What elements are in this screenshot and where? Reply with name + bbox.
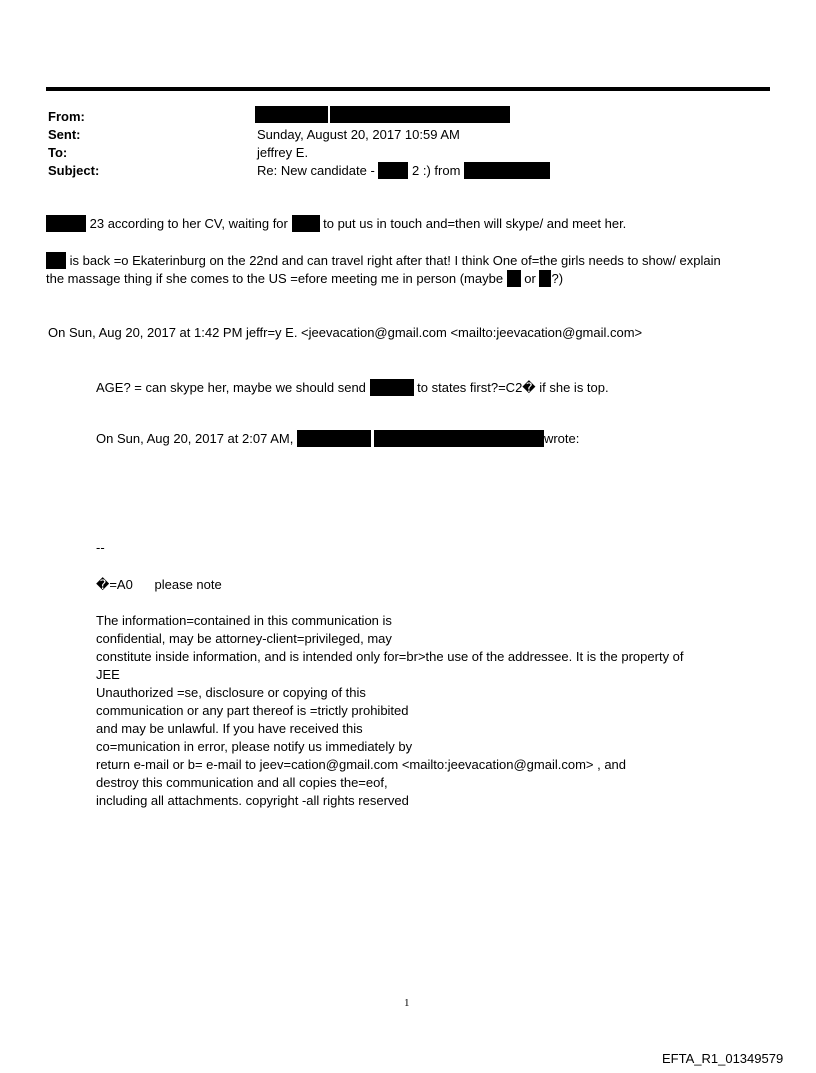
- to-value: jeffrey E.: [257, 145, 309, 160]
- body-text: is back =o Ekaterinburg on the 22nd and can travel right after that! I think One of=the girls needs to show/ explain: [69, 253, 721, 268]
- disclaimer-line: including all attachments. copyright -all rights reserved: [96, 793, 409, 808]
- body-text: On Sun, Aug 20, 2017 at 2:07 AM,: [96, 431, 294, 446]
- subject-value: [257, 162, 550, 180]
- quoted-age-line: [96, 379, 609, 397]
- please-note: �=A0 please note: [96, 577, 222, 592]
- disclaimer-line: return e-mail or b= e-mail to jeev=cation@gmail.com <mailto:jeevacation@gmail.com> , and: [96, 757, 627, 772]
- redaction-block: [330, 106, 510, 123]
- redaction-block: [292, 215, 320, 232]
- body-text: to states first?=C2� if she is top.: [417, 380, 609, 395]
- body-text: wrote:: [543, 431, 580, 446]
- body-text: or: [524, 271, 536, 286]
- subject-prefix: Re: New candidate -: [257, 163, 375, 178]
- sent-value: Sunday, August 20, 2017 10:59 AM: [257, 127, 460, 142]
- redaction-block: [378, 162, 408, 179]
- from-label: From:: [48, 109, 85, 124]
- redaction-block: [507, 270, 521, 287]
- redaction-block: [46, 215, 86, 232]
- disclaimer-line: and may be unlawful. If you have received this: [96, 721, 363, 736]
- body-line-2: [46, 252, 721, 270]
- redaction-block: [539, 270, 551, 287]
- signature-dashes: --: [96, 540, 105, 555]
- redaction-block: [370, 379, 414, 396]
- disclaimer-line: JEE: [96, 667, 120, 682]
- disclaimer-line: communication or any part thereof is =trictly prohibited: [96, 703, 409, 718]
- subject-mid: 2 :) from: [412, 163, 461, 178]
- subject-label: Subject:: [48, 163, 100, 178]
- disclaimer-line: destroy this communication and all copies the=eof,: [96, 775, 388, 790]
- header-rule: [46, 87, 770, 91]
- body-line-3: [46, 270, 563, 288]
- disclaimer-line: confidential, may be attorney-client=privileged, may: [96, 631, 392, 646]
- sent-label: Sent:: [48, 127, 81, 142]
- body-text: ?): [551, 271, 564, 286]
- document-id: EFTA_R1_01349579: [662, 1051, 784, 1066]
- disclaimer-block: [96, 612, 684, 810]
- redaction-block: [464, 162, 550, 179]
- quote-header-1: On Sun, Aug 20, 2017 at 1:42 PM jeffr=y E. <jeevacation@gmail.com <mailto:jeevacation@gmail.com>: [48, 325, 643, 340]
- quote-header-2: [96, 430, 579, 448]
- redaction-block: [297, 430, 371, 447]
- body-text: the massage thing if she comes to the US =efore meeting me in person (maybe: [46, 271, 504, 286]
- body-text: 23 according to her CV, waiting for: [89, 216, 288, 231]
- body-text: AGE? = can skype her, maybe we should send: [96, 380, 366, 395]
- disclaimer-line: The information=contained in this communication is: [96, 613, 392, 628]
- disclaimer-line: constitute inside information, and is intended only for=br>the use of the addressee. It is the property of: [96, 649, 684, 664]
- redaction-block: [374, 430, 544, 447]
- disclaimer-line: co=munication in error, please notify us immediately by: [96, 739, 413, 754]
- body-text: to put us in touch and=then will skype/ and meet her.: [323, 216, 627, 231]
- to-label: To:: [48, 145, 68, 160]
- page-number: 1: [404, 997, 410, 1009]
- redaction-block: [46, 252, 66, 269]
- body-line-1: [46, 215, 626, 233]
- redaction-block: [255, 106, 328, 123]
- from-value-redacted: [255, 106, 510, 124]
- disclaimer-line: Unauthorized =se, disclosure or copying of this: [96, 685, 366, 700]
